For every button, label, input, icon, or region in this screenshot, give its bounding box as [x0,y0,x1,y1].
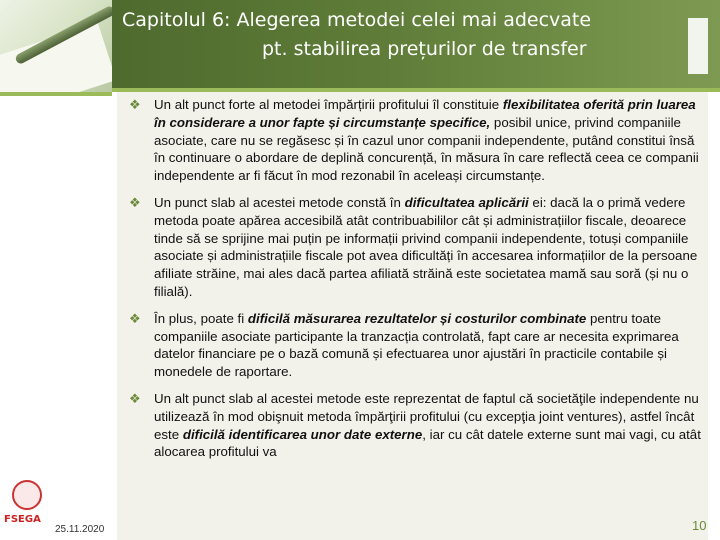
bullet-item-1 [126,96,708,185]
title-accent-block [688,18,708,74]
bullet-4-intro: Un alt punct slab al acestei metode este reprezentat de faptul că societăţile independente nu utilizează în mod obişnuit metoda împărţirii profitului (cu excepţia joint ventures), astfel încât este [154,390,699,442]
diamond-bullet-icon: ❖ [129,97,141,112]
bullet-3-rest: pentru toate companiile asociate participante la tranzacția controlată, fapt care ar necesita exprimarea datelor financiare pe o bază comună și efectuarea unor ajustări în practicile contabile și monedele de raportare. [154,310,679,380]
bullet-list [126,96,708,470]
green-strip [0,92,112,96]
bullet-item-2 [126,194,708,301]
logo-text: FSEGA [4,514,41,525]
bullet-2-emphasis: dificultatea aplicării [404,194,529,210]
slide-date: 25.11.2020 [55,524,105,535]
pen-photo-image [0,0,112,92]
bullet-4-rest: , iar cu cât datele externe sunt mai vagi, cu atât alocarea profitului va [154,426,701,460]
bullet-1-emphasis: flexibilitatea oferită prin luarea în considerare a unor fapte și circumstanțe specifice, [154,97,696,130]
slide-title-line-2: pt. stabilirea prețurilor de transfer [262,38,587,60]
diamond-bullet-icon: ❖ [129,310,141,326]
bullet-3-intro: În plus, poate fi [154,310,248,326]
bullet-item-4 [126,390,708,461]
diamond-bullet-icon: ❖ [129,194,141,210]
university-emblem-icon [12,480,42,510]
bullet-1-intro: Un alt punct forte al metodei împărțirii profitului îl constituie [154,97,503,112]
title-bar [112,0,720,92]
bullet-4-emphasis: dificilă identificarea unor date externe [182,426,423,442]
bullet-1-rest: posibil unice, privind companiile asociate, care nu se regăsesc și în cazul unor companii independente, putând constitui însă în continuare o abordare de deplină concurență, în măsura în care reflectă ceea ce companii independente ar fi făcut în mod rezonabil în aceleași circumstanțe. [154,114,699,184]
bullet-2-intro: Un punct slab al acestei metode constă în [154,194,405,210]
slide-title-line-1: Capitolul 6: Alegerea metodei celei mai adecvate [122,9,592,31]
diamond-bullet-icon: ❖ [129,390,141,406]
bullet-2-rest: ei: dacă la o primă vedere metoda poate apărea accesibilă atât contribuabililor cât și administrațiilor fiscale, deoarece tinde să se sprijine mai puțin pe informații privind companii independente, totuși companiile asociate și administrațiile fiscale pot avea dificultăți în accesarea informațiilor de la persoane afiliate străine, mai ales dacă partea afiliată străină este societatea mamă sau soră (și nu o filială). [154,194,698,299]
page-number: 10 [692,518,707,533]
bullet-item-3 [126,310,708,381]
bullet-3-emphasis: dificilă măsurarea rezultatelor și costurilor combinate [247,310,587,326]
left-decorative-panel [0,0,112,540]
fsega-logo [4,480,48,532]
